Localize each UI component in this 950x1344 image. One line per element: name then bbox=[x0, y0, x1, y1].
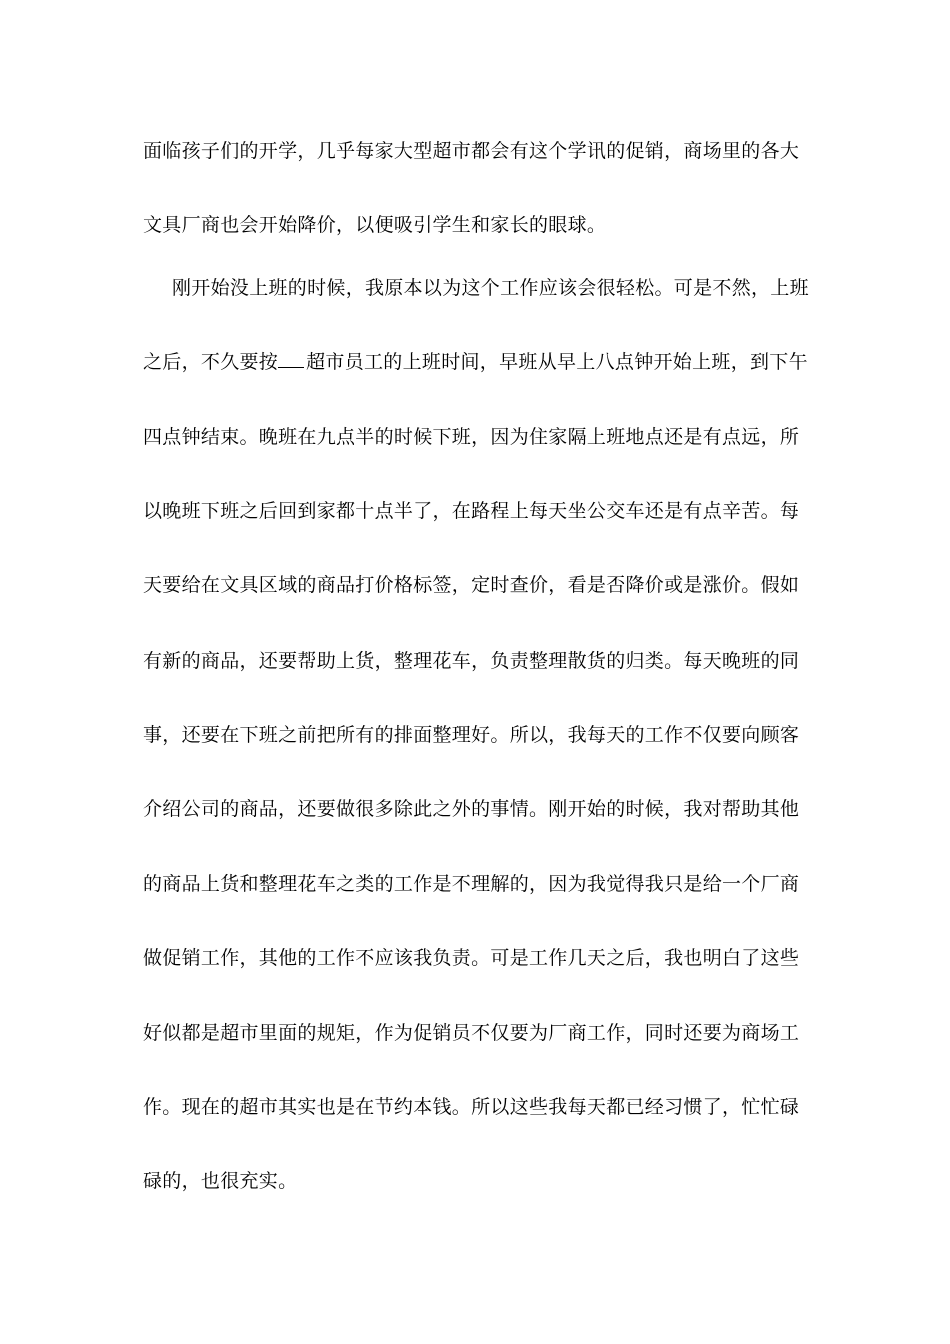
paragraph-2-line-5: 天要给在文具区域的商品打价格标签，定时查价，看是否降价或是涨价。假如 bbox=[143, 574, 800, 596]
paragraph-2-line-9: 的商品上货和整理花车之类的工作是不理解的，因为我觉得我只是给一个厂商 bbox=[143, 873, 800, 895]
fill-in-blank bbox=[278, 349, 304, 368]
paragraph-2-line-8: 介绍公司的商品，还要做很多除此之外的事情。刚开始的时候，我对帮助其他 bbox=[143, 798, 800, 820]
line-2-before-blank: 之后，不久要按 bbox=[143, 351, 279, 373]
paragraph-2-line-12: 作。现在的超市其实也是在节约本钱。所以这些我每天都已经习惯了，忙忙碌 bbox=[143, 1096, 800, 1118]
paragraph-2-line-13: 碌的，也很充实。 bbox=[143, 1170, 298, 1192]
paragraph-2-line-10: 做促销工作，其他的工作不应该我负责。可是工作几天之后，我也明白了这些 bbox=[143, 947, 800, 969]
paragraph-1-line-1: 面临孩子们的开学，几乎每家大型超市都会有这个学讯的促销，商场里的各大 bbox=[143, 140, 800, 162]
line-2-after-blank: 超市员工的上班时间，早班从早上八点钟开始上班，到下午 bbox=[306, 351, 808, 373]
paragraph-2-line-7: 事，还要在下班之前把所有的排面整理好。所以，我每天的工作不仅要向顾客 bbox=[143, 724, 800, 746]
paragraph-2-line-6: 有新的商品，还要帮助上货，整理花车，负责整理散货的归类。每天晚班的同 bbox=[143, 650, 800, 672]
paragraph-2-line-1: 刚开始没上班的时候，我原本以为这个工作应该会很轻松。可是不然，上班 bbox=[172, 277, 809, 299]
paragraph-1-line-2: 文具厂商也会开始降价，以便吸引学生和家长的眼球。 bbox=[143, 214, 607, 236]
paragraph-2-line-3: 四点钟结束。晚班在九点半的时候下班，因为住家隔上班地点还是有点远，所 bbox=[143, 426, 800, 448]
paragraph-2-line-4: 以晚班下班之后回到家都十点半了，在路程上每天坐公交车还是有点辛苦。每 bbox=[143, 500, 800, 522]
paragraph-2-line-11: 好似都是超市里面的规矩，作为促销员不仅要为厂商工作，同时还要为商场工 bbox=[143, 1022, 800, 1044]
paragraph-2-line-2 bbox=[143, 347, 808, 377]
